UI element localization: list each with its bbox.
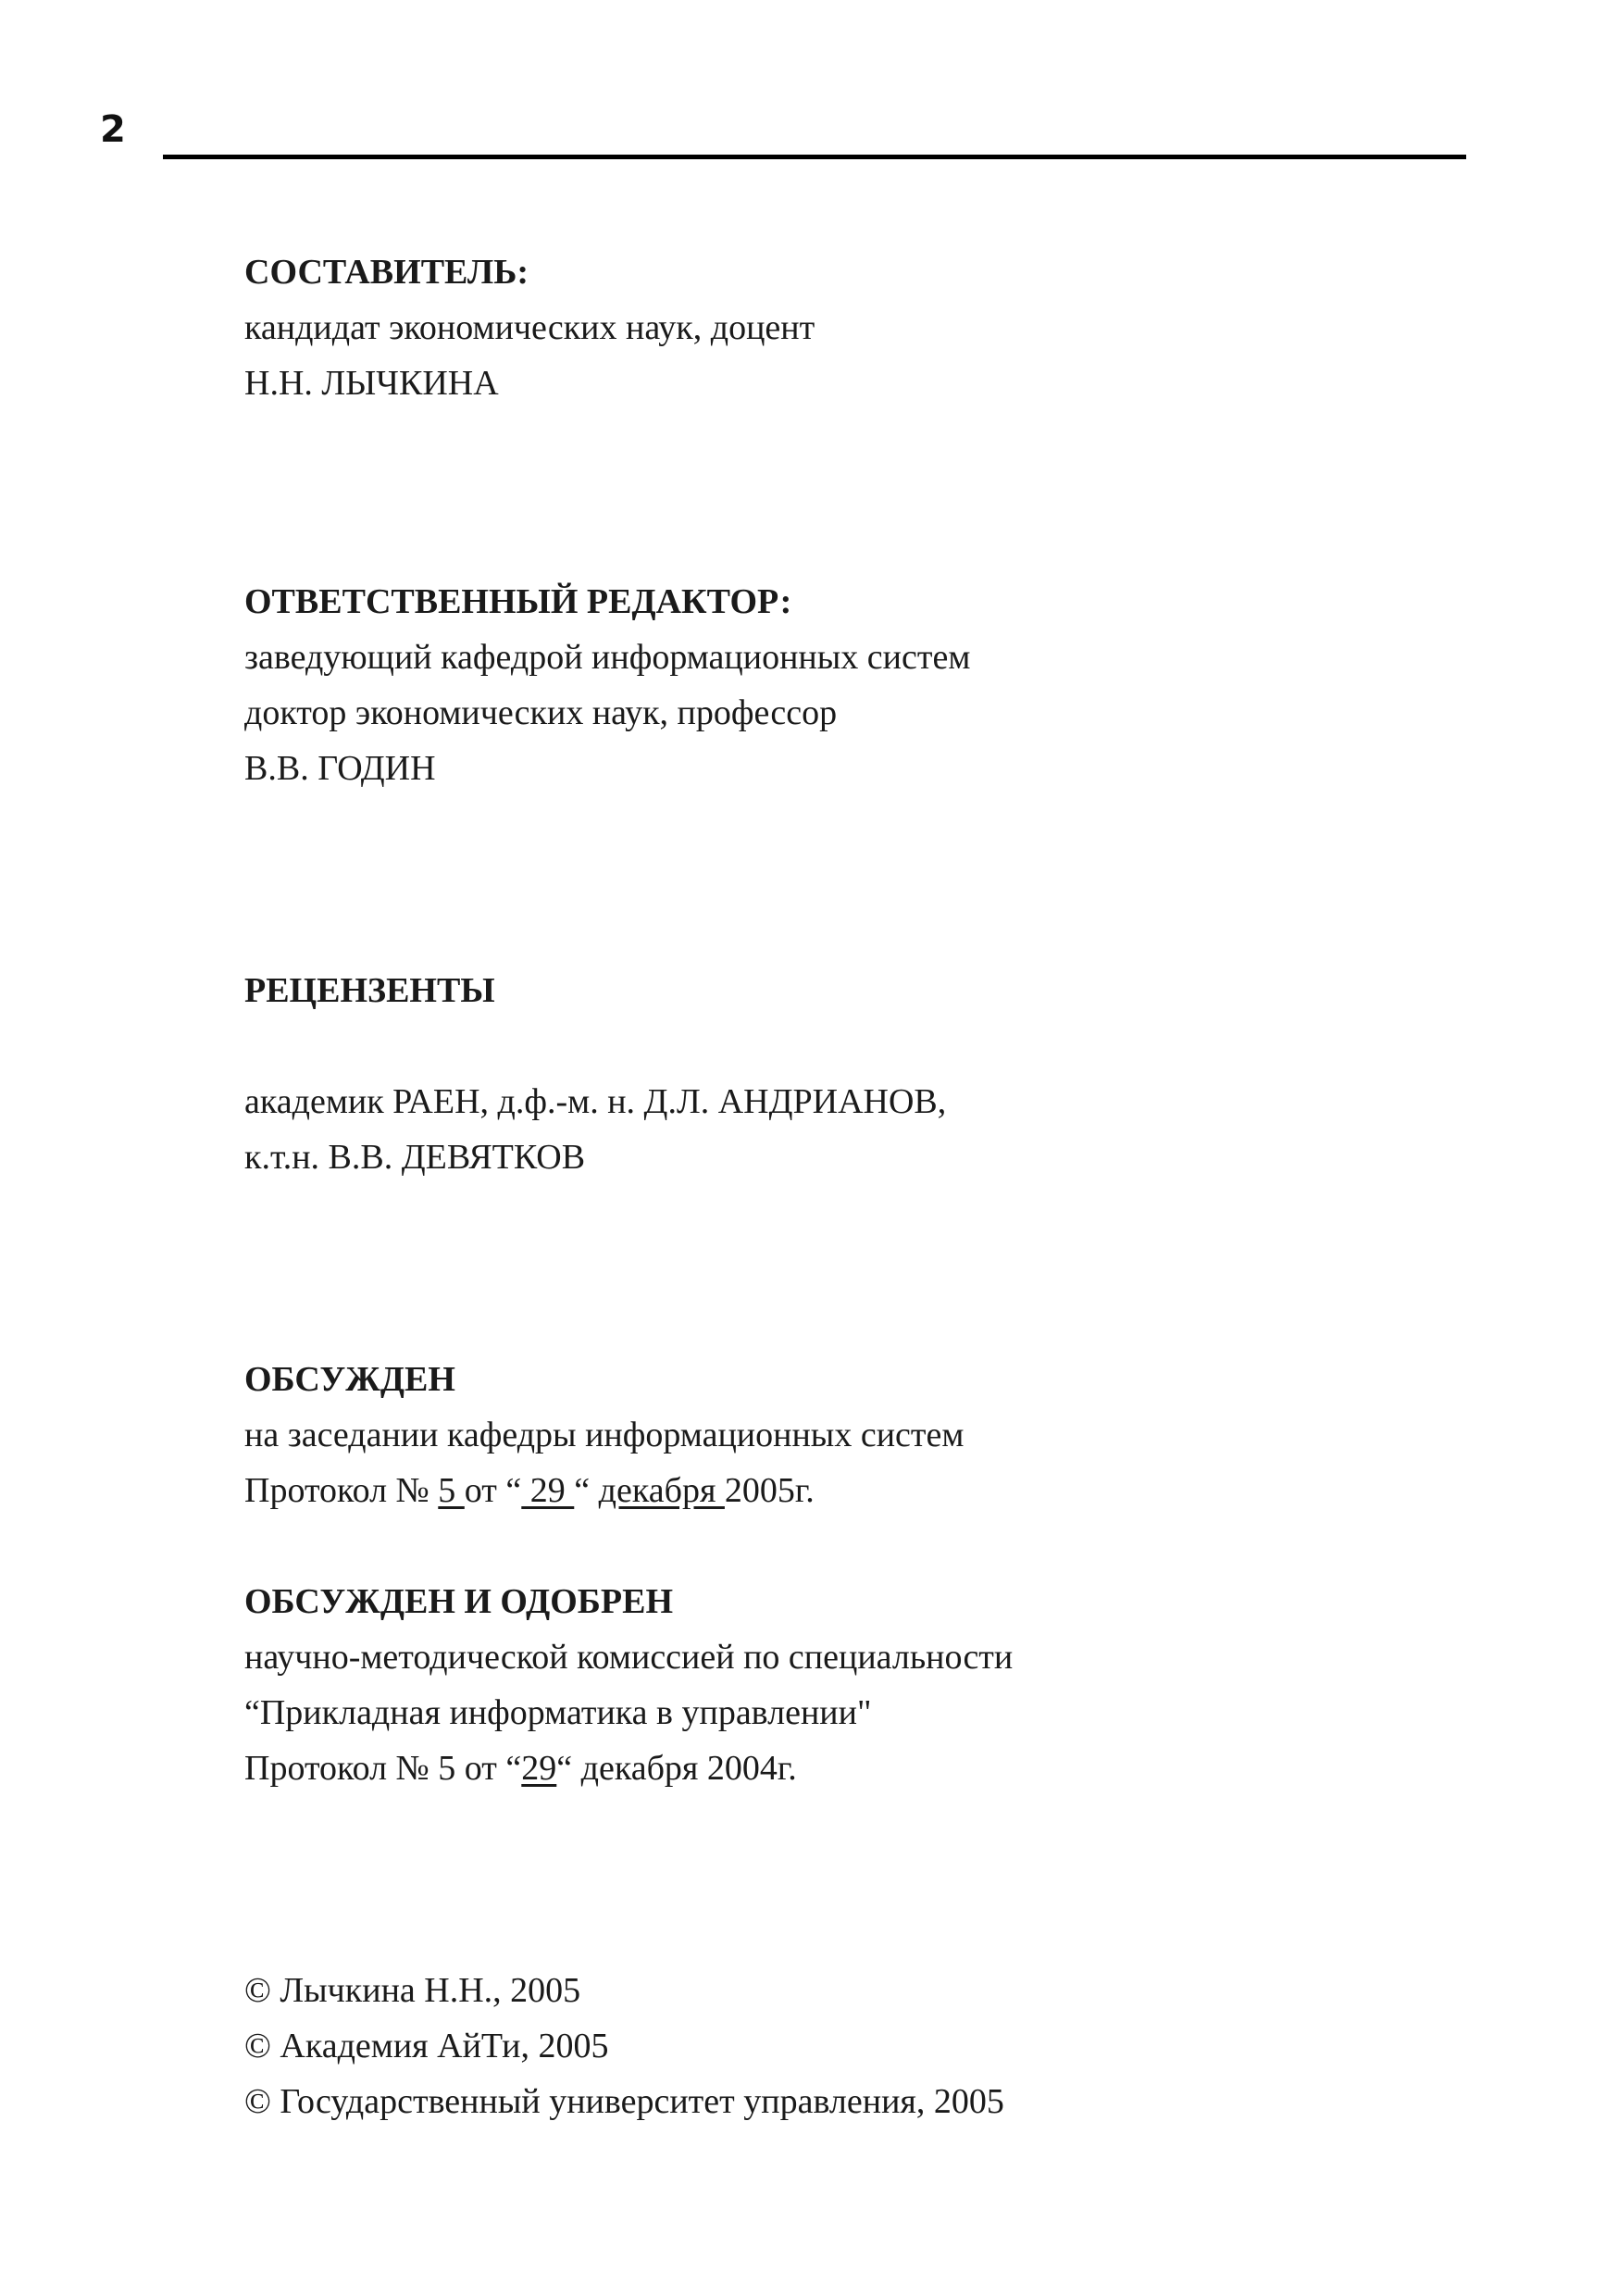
- editor-degree: доктор экономических наук, профессор: [244, 693, 838, 732]
- header-rule: [163, 155, 1466, 159]
- editor-section: [244, 574, 1503, 796]
- copyright-section: [244, 1963, 1503, 2129]
- reviewers-section: [244, 963, 1503, 1185]
- editor-position: заведующий кафедрой информационных систем: [244, 638, 971, 677]
- page-number: 2: [100, 108, 126, 151]
- reviewer-1: академик РАЕН, д.ф.-м. н. Д.Л. АНДРИАНОВ,: [244, 1082, 947, 1121]
- copyright-line: © Лычкина Н.Н., 2005: [244, 1971, 581, 2010]
- copyright-line: © Государственный университет управления, 2005: [244, 2082, 1004, 2121]
- approved-protocol: Протокол № 5 от “29“ декабря 2004г.: [244, 1749, 797, 1788]
- compiler-name: Н.Н. ЛЫЧКИНА: [244, 364, 499, 403]
- reviewers-heading: РЕЦЕНЗЕНТЫ: [244, 971, 495, 1010]
- approved-section: [244, 1574, 1503, 1796]
- compiler-section: [244, 244, 1503, 411]
- discussed-line: на заседании кафедры информационных систем: [244, 1416, 965, 1454]
- discussed-section: [244, 1352, 1503, 1518]
- reviewer-2: к.т.н. В.В. ДЕВЯТКОВ: [244, 1138, 586, 1177]
- discussed-heading: ОБСУЖДЕН: [244, 1360, 455, 1399]
- protocol-number: 5: [438, 1471, 465, 1510]
- approved-specialty: “Прикладная информатика в управлении": [244, 1693, 872, 1732]
- compiler-heading: СОСТАВИТЕЛЬ:: [244, 253, 529, 292]
- approved-heading: ОБСУЖДЕН И ОДОБРЕН: [244, 1582, 674, 1621]
- approved-commission: научно-методической комиссией по специальности: [244, 1638, 1014, 1677]
- compiler-line: кандидат экономических наук, доцент: [244, 308, 815, 347]
- editor-heading: ОТВЕТСТВЕННЫЙ РЕДАКТОР:: [244, 582, 792, 621]
- protocol-month: декабря: [598, 1471, 725, 1510]
- editor-name: В.В. ГОДИН: [244, 749, 436, 788]
- copyright-line: © Академия АйТи, 2005: [244, 2027, 609, 2065]
- approved-protocol-day: 29: [521, 1749, 557, 1788]
- protocol-day: 29: [521, 1471, 575, 1510]
- discussed-protocol: Протокол № 5 от “ 29 “ декабря 2005г.: [244, 1471, 815, 1510]
